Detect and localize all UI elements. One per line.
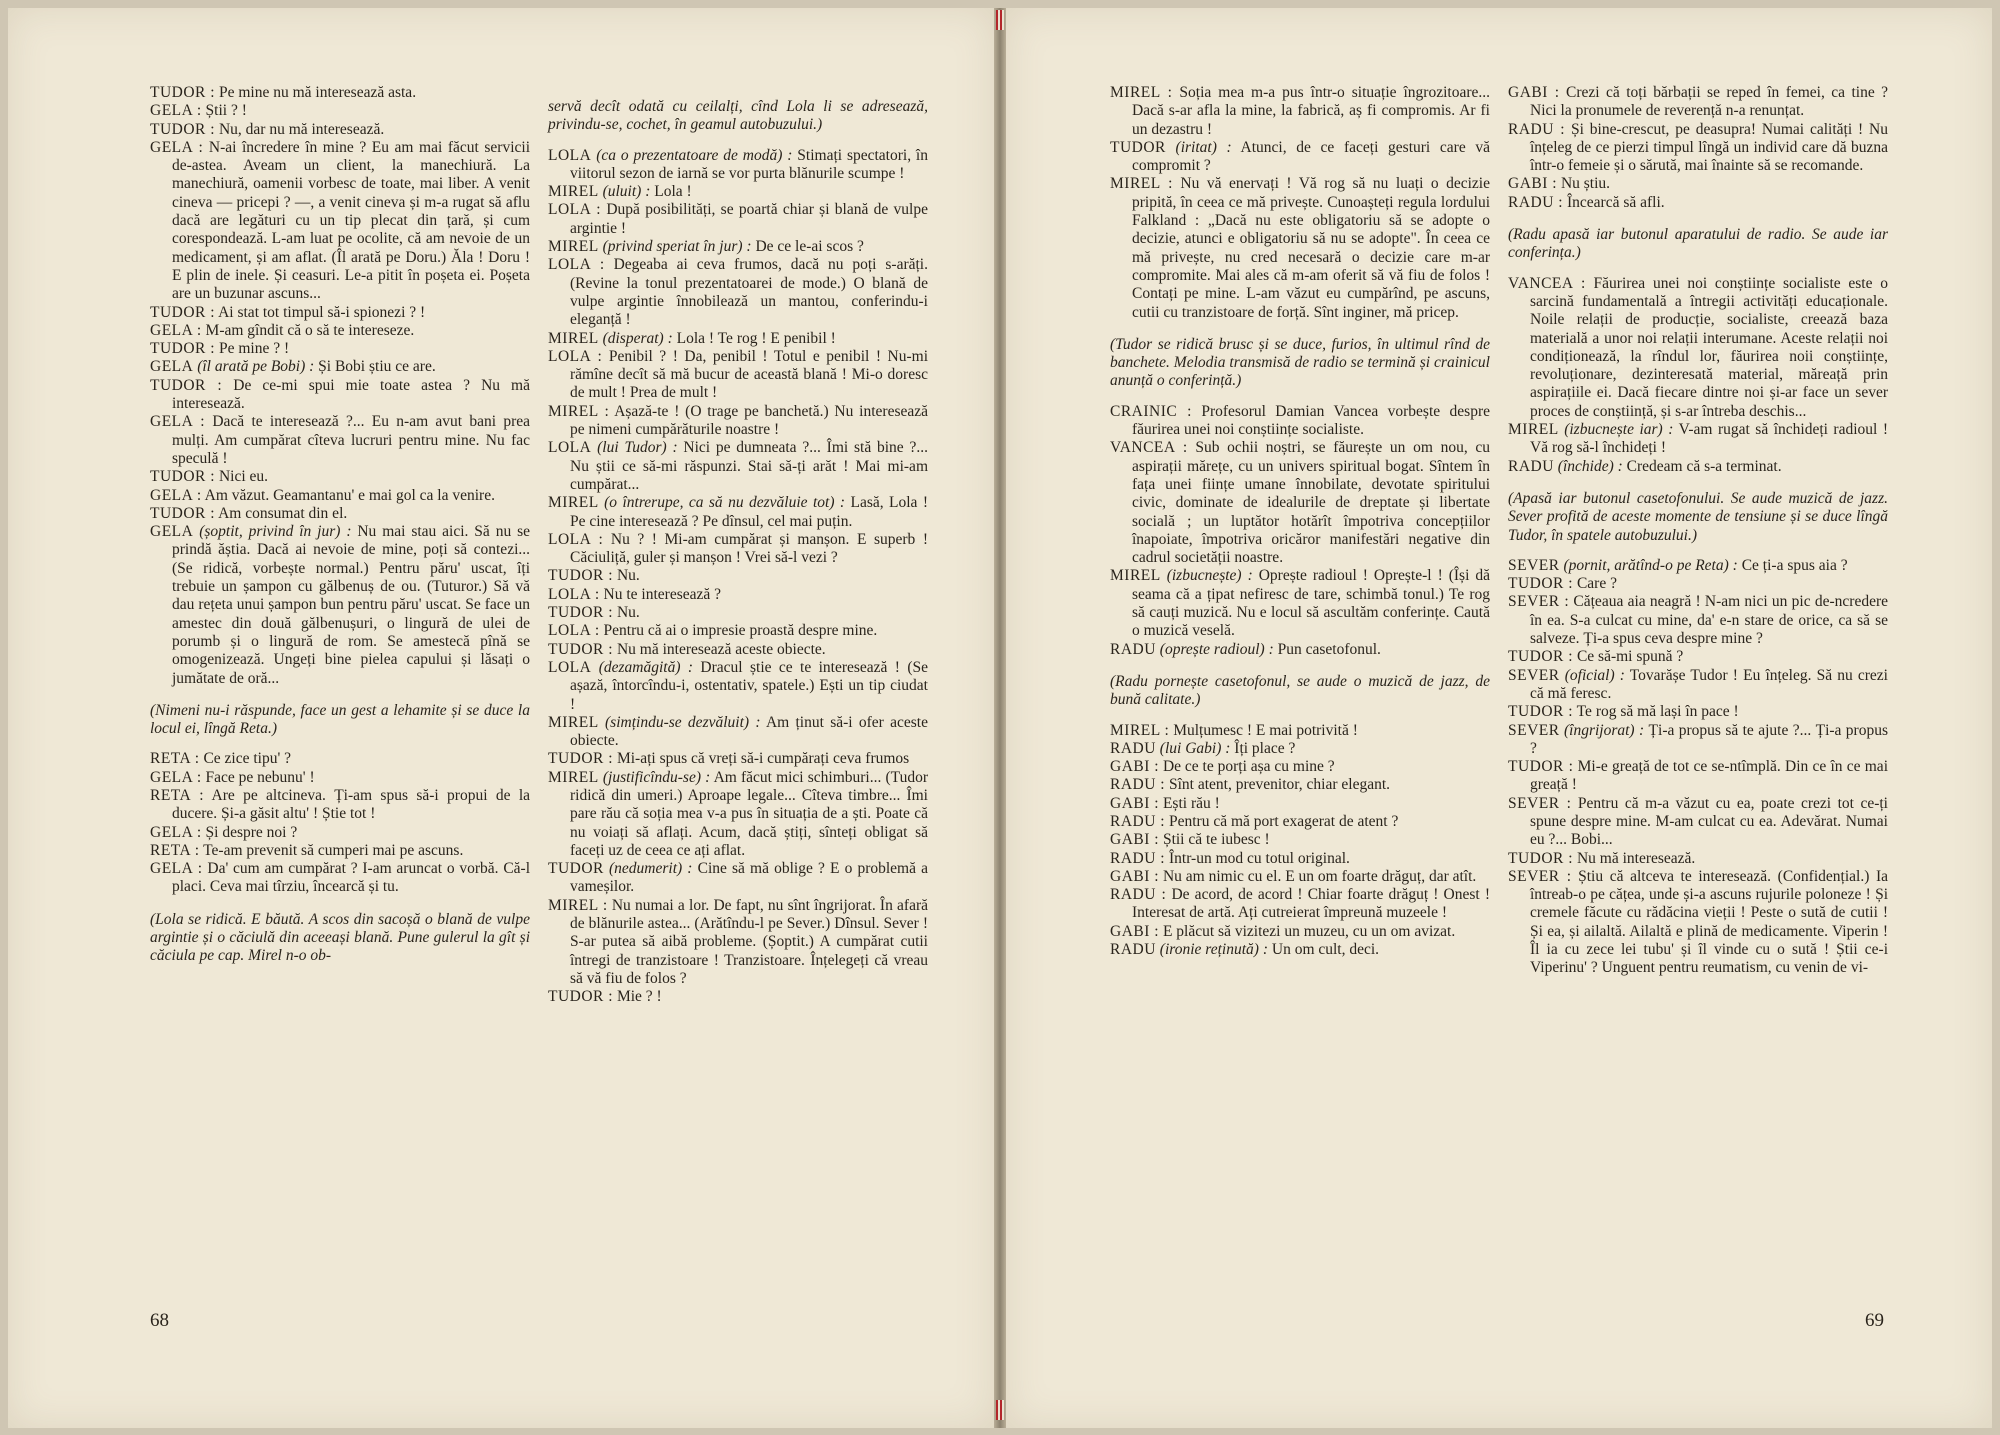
dialogue-line (150, 769, 530, 787)
speaker-name: GELA : (150, 823, 202, 841)
dialogue-line (1508, 593, 1888, 648)
dialogue-text: Și bine-crescut, pe deasupra! Numai calități ! Nu înțeleg de ce pierzi timpul lîngă un individ care dă buzna într-o femeie și o sărută, mai înainte să se recomande. (1530, 120, 1888, 175)
dialogue-line (548, 769, 928, 860)
dialogue-text: Pe mine ? ! (215, 340, 290, 358)
dialogue-text: Te rog să mă lași în pace ! (1573, 703, 1739, 721)
speaker-name: MIREL (548, 494, 599, 512)
stage-direction: (Nimeni nu-i răspunde, face un gest a lehamite și se duce la locul ei, lîngă Reta.) (150, 701, 530, 738)
dialogue-line (1508, 667, 1888, 704)
dialogue-line (150, 121, 530, 139)
dialogue-line (1508, 194, 1888, 212)
speaker-name: LOLA (548, 658, 592, 676)
book-gutter (994, 8, 1006, 1428)
stage-direction: (Radu apasă iar butonul aparatului de radio. Se aude iar conferința.) (1508, 226, 1888, 262)
dialogue-line (150, 304, 530, 322)
page-number-right: 69 (1865, 1310, 1884, 1331)
dialogue-text: De ce-mi spui mie toate astea ? Nu mă interesează. (172, 376, 530, 413)
speaker-direction: (ca o prezentatoare de modă) : (591, 146, 793, 164)
speaker-name: GABI : (1110, 794, 1160, 812)
dialogue-text: Nu numai a lor. De fapt, nu sînt îngrijorat. În afară de blănurile astea... (Arătîndu-l pe Sever.) Dînsul. Sever ! S-ar putea să aibă probleme. (Șoptit.) A cumpărat cutii întregi de tranzistoare ! Tranzistoare. Înțelegeți că vreau să vă fiu de folos ? (570, 896, 929, 987)
dialogue-text: Nu ? ! Mi-am cumpărat și manșon. E superb ! Căciuliță, guler și manșon ! Vrei să-l vezi ? (570, 530, 929, 567)
dialogue-text: Am văzut. Geamantanu' e mai gol ca la venire. (201, 486, 495, 504)
dialogue-line (1110, 795, 1490, 813)
speaker-direction: (îngrijorat) : (1559, 721, 1645, 739)
speaker-direction: (închide) : (1553, 457, 1623, 475)
speaker-name: LOLA : (548, 256, 605, 274)
dialogue-line (548, 659, 928, 714)
dialogue-text: Sub ochii noștri, se făurește un om nou, cu aspirații mărețe, cu un univers spiritual bogat. Sîntem în fața unei ființe umane înnobilate, devotate spiritului civic, dominate de idealurile de dreptate și libertate socială ; un luptător hotărît împotriva concepțiilor înapoiate, împotriva oricăror manifestări negative din cadrul societății noastre. (1132, 439, 1490, 567)
speaker-name: LOLA (548, 439, 592, 457)
speaker-name: GELA : (150, 486, 202, 504)
dialogue-line (1110, 831, 1490, 849)
dialogue-text: Mie ? ! (613, 988, 662, 1006)
speaker-name: LOLA : (548, 201, 602, 219)
speaker-name: LOLA (548, 146, 592, 164)
dialogue-line (1110, 758, 1490, 776)
dialogue-line (150, 322, 530, 340)
dialogue-line (548, 147, 928, 184)
speaker-name: TUDOR : (150, 340, 216, 358)
speaker-name: GABI : (1110, 922, 1160, 940)
dialogue-line (548, 860, 928, 897)
right-page-column-1 (1110, 84, 1490, 959)
speaker-name: RADU (1508, 457, 1554, 475)
dialogue-line (548, 439, 928, 494)
binding-thread-bottom (996, 1400, 1004, 1420)
stage-direction: (Lola se ridică. E băută. A scos din sacoșă o blană de vulpe argintie și o căciulă din aceeași blană. Pune gulerul la gît și căciula pe cap. Mirel n-o ob- (150, 910, 530, 965)
dialogue-line (1508, 703, 1888, 721)
dialogue-text: Nu. (613, 604, 640, 622)
dialogue-text: Făurirea unei noi conștiințe socialiste este o sarcină fundamentală a întregii activități educaționale. Noile relații de producție, socialiste, creează baza materială a unor noi relații interumane. Aceste relații noi condiționează, la rîndul lor, făurirea noii conștiințe, revoluționare, dezinteresată material, măreață prin aspirațiile ei. Dacă fiecare dintre noi și-ar face un sever proces de conștiință, și s-ar întreba deschis... (1530, 274, 1888, 420)
dialogue-text: Oprește radioul ! Oprește-l ! (Își dă seama că a țipat nefiresc de tare, schimbă tonul.) Te rog să cauți muzică. Nu e locul să ascultăm conferințe. Caută o muzică veselă. (1132, 567, 1490, 640)
dialogue-line (1508, 850, 1888, 868)
dialogue-line (150, 84, 530, 102)
speaker-name: LOLA : (548, 530, 604, 548)
dialogue-line (150, 487, 530, 505)
speaker-name: MIREL (1508, 421, 1559, 439)
speaker-name: GELA : (150, 860, 203, 878)
speaker-name: TUDOR : (548, 640, 614, 658)
dialogue-text: Face pe nebunu' ! (201, 768, 315, 786)
speaker-name: RADU (1110, 739, 1156, 757)
speaker-direction: (lui Tudor) : (591, 439, 678, 457)
dialogue-line (1110, 722, 1490, 740)
dialogue-line (548, 988, 928, 1006)
speaker-name: TUDOR : (548, 750, 614, 768)
dialogue-text: De ce te porți așa cu mine ? (1159, 758, 1335, 776)
dialogue-line (548, 567, 928, 585)
dialogue-text: Ai stat tot timpul să-i spionezi ? ! (215, 303, 426, 321)
speaker-name: RADU : (1110, 812, 1166, 830)
speaker-name: TUDOR : (548, 988, 614, 1006)
speaker-direction: (disperat) : (598, 329, 673, 347)
dialogue-line (1110, 886, 1490, 923)
dialogue-line (548, 256, 928, 329)
speaker-name: TUDOR : (1508, 575, 1574, 593)
dialogue-line (1110, 175, 1490, 321)
dialogue-text: Pentru că ai o impresie proastă despre mine. (599, 622, 878, 640)
stage-direction: (Radu pornește casetofonul, se aude o muzică de jazz, de bună calitate.) (1110, 672, 1490, 709)
speaker-name: MIREL : (548, 402, 610, 420)
dialogue-text: Pentru că mă port exagerat de atent ? (1165, 812, 1399, 830)
dialogue-text: Nu. (613, 567, 640, 585)
speaker-name: SEVER : (1508, 593, 1570, 611)
speaker-name: RETA : (150, 786, 205, 804)
dialogue-text: Profesorul Damian Vancea vorbește despre făurirea unei noi conștiințe socialiste. (1132, 402, 1490, 439)
dialogue-text: Ce zice tipu' ? (199, 750, 292, 768)
dialogue-text: Tovarășe Tudor ! Eu înțeleg. Să nu crezi că mă feresc. (1530, 666, 1888, 702)
dialogue-line (1110, 641, 1490, 659)
dialogue-text: Dracul știe ce te interesează ! (Se așază, întorcîndu-i, ostentativ, spatele.) Ești un tip ciudat ! (570, 658, 928, 713)
speaker-name: GABI : (1110, 831, 1160, 849)
dialogue-line (1508, 458, 1888, 476)
speaker-name: TUDOR : (150, 504, 216, 522)
dialogue-text: Credeam că s-a terminat. (1622, 457, 1782, 475)
dialogue-text: Te-am prevenit să cumperi mai pe ascuns. (199, 841, 464, 859)
dialogue-text: Penibil ? ! Da, penibil ! Totul e penibil ! Nu-mi rămîne decît să mă bucur de această blană ! Mi-o doresc de mult ! Prea de mult ! (570, 347, 928, 402)
dialogue-line (150, 750, 530, 768)
dialogue-line (1508, 421, 1888, 458)
speaker-name: SEVER (1508, 666, 1560, 684)
speaker-name: RADU (1110, 941, 1156, 959)
speaker-name: TUDOR : (150, 468, 216, 486)
right-page-column-2 (1508, 84, 1888, 978)
dialogue-text: De acord, de acord ! Chiar foarte drăguț ! Onest ! Interesat de artă. Ați cutreierat împreună muzeele ! (1132, 886, 1490, 922)
dialogue-text: Da' cum am cumpărat ? I-am aruncat o vorbă. Că-l placi. Ceva mai tîrziu, încearcă și tu. (172, 860, 531, 896)
dialogue-line (1110, 850, 1490, 868)
dialogue-line (1508, 84, 1888, 121)
dialogue-text: Are pe altcineva. Ți-am spus să-i propui de la ducere. Și-a găsit altu' ! Știe tot ! (172, 786, 531, 823)
speaker-name: TUDOR : (150, 303, 216, 321)
speaker-name: MIREL (548, 238, 599, 256)
speaker-direction: (dezamăgită) : (591, 658, 694, 676)
dialogue-text: Ce ți-a spus aia ? (1737, 556, 1848, 574)
dialogue-text: Lola ! (650, 183, 692, 201)
speaker-name: RADU : (1110, 886, 1167, 904)
speaker-name: TUDOR : (1508, 703, 1574, 721)
dialogue-text: Și despre noi ? (201, 823, 298, 841)
dialogue-line (1508, 575, 1888, 593)
dialogue-line (548, 531, 928, 568)
dialogue-line (548, 183, 928, 201)
dialogue-text: Care ? (1573, 575, 1617, 593)
dialogue-text: Mi-e greață de tot ce se-ntîmplă. Din ce în ce mai greață ! (1530, 758, 1888, 794)
speaker-direction: (iritat) : (1165, 138, 1232, 156)
dialogue-text: Pun casetofonul. (1273, 640, 1381, 658)
speaker-name: MIREL : (1110, 721, 1170, 739)
dialogue-line (1508, 722, 1888, 759)
speaker-direction: (lui Gabi) : (1155, 739, 1231, 757)
dialogue-text: Am ținut să-i ofer aceste obiecte. (570, 713, 928, 750)
speaker-name: VANCEA : (1110, 439, 1188, 457)
speaker-direction: (ironie reținută) : (1155, 941, 1268, 959)
dialogue-text: Nu vă enervați ! Vă rog să nu luați o decizie pripită, în ceea ce mă privește. Cunoașteți regula lordului Falkland : „Dacă nu este obligatoriu să se adopte o decizie, atunci e obligatoriu să nu se adopte". În ceea ce mă privește, nu cred necesară o decizie care m-ar compromite. Mai ales că m-am oferit să vă fiu de folos ! Contați pe mine. L-am văzut eu cumpărînd, pe ascuns, cutii cu tranzistoare de forță. Sînt inginer, mă pricep. (1132, 175, 1490, 321)
speaker-name: TUDOR : (1508, 648, 1574, 666)
dialogue-line (548, 494, 928, 531)
speaker-name: RADU : (1110, 776, 1166, 794)
dialogue-line (1508, 121, 1888, 176)
dialogue-line (150, 842, 530, 860)
page-number-left: 68 (150, 1310, 169, 1331)
dialogue-text: Nu mai stau aici. Să nu se prindă ăștia. Dacă ai nevoie de mine, poți să contezi... (Se ridică, vorbește normal.) Pentru păru' uscat, îți trebuie un șampon cu gălbenuș de ou. (Tuturor.) Să vă dau rețeta unui șampon bun pentru păru' uscat. Se face un amestec din două gălbenușuri, o lingură de ulei de porumb și o lingură de rom. Se amestecă pînă se omogenizează. Ungeți bine pielea capului și lăsați o jumătate de oră... (172, 523, 530, 687)
speaker-direction: (oprește radioul) : (1155, 640, 1274, 658)
dialogue-line (548, 897, 928, 988)
dialogue-text: Mi-ați spus că vreți să-i cumpărați ceva frumos (613, 750, 910, 768)
dialogue-line (1110, 941, 1490, 959)
speaker-name: TUDOR (1110, 138, 1166, 156)
dialogue-text: E plăcut să vizitezi un muzeu, cu un om avizat. (1159, 922, 1456, 940)
dialogue-line (150, 468, 530, 486)
dialogue-text: Îți place ? (1230, 739, 1296, 757)
dialogue-text: Nu te interesează ? (599, 585, 721, 603)
dialogue-text: Cine să mă oblige ? E o problemă a vameșilor. (570, 860, 928, 896)
speaker-direction: (izbucnește iar) : (1558, 421, 1674, 439)
dialogue-text: Nu mă interesează. (1573, 849, 1696, 867)
dialogue-line (150, 102, 530, 120)
dialogue-text: De ce le-ai scos ? (751, 238, 864, 256)
dialogue-line (150, 787, 530, 824)
dialogue-line (548, 641, 928, 659)
dialogue-line (1110, 403, 1490, 440)
speaker-name: TUDOR : (150, 120, 216, 138)
dialogue-line (548, 330, 928, 348)
speaker-name: GELA : (150, 138, 204, 156)
left-page-column-1 (150, 84, 530, 978)
speaker-name: GABI : (1110, 867, 1160, 885)
dialogue-line (1110, 923, 1490, 941)
dialogue-line (1508, 557, 1888, 575)
speaker-name: RADU (1110, 640, 1156, 658)
dialogue-line (548, 586, 928, 604)
dialogue-line (1110, 439, 1490, 567)
speaker-name: TUDOR : (1508, 758, 1574, 776)
speaker-name: SEVER (1508, 556, 1560, 574)
speaker-name: MIREL : (1110, 84, 1173, 101)
speaker-name: TUDOR : (150, 84, 216, 101)
speaker-name: SEVER : (1508, 794, 1572, 812)
dialogue-text: Mulțumesc ! E mai potrivită ! (1169, 721, 1358, 739)
dialogue-line (1110, 868, 1490, 886)
dialogue-line (1110, 84, 1490, 139)
dialogue-text: Știu că altceva te interesează. (Confidențial.) Ia întreab-o pe cățea, unde și-a ascuns rujurile poloneze ! Și cremele făcute cu rădăcina vieții ! Peste o sută de cutii ! Și ea, și ailaltă. Ailaltă e plină de medicamente. Viperin ! Îl ia cu zece lei tubu' și îl vinde cu o sută ! Știi ce-i Viperinu' ? Unguent pentru reumatism, cu venin de vi- (1530, 867, 1888, 977)
stage-direction: (Tudor se ridică brusc și se duce, furios, în ultimul rînd de banchete. Melodia transmisă de radio se termină și crainicul anunță o conferință.) (1110, 335, 1490, 390)
dialogue-line (548, 604, 928, 622)
dialogue-text: M-am gîndit că o să te intereseze. (201, 321, 415, 339)
dialogue-text: Am făcut mici schimburi... (Tudor ridică din umeri.) Aproape legale... Cîteva timbre... Îmi pare rău că soția mea v-a pus în situația de a ști. Poate că nu voiați să aflați. Acum, dacă știți, sînteți obligat să faceți uz de ceea ce ați aflat. (570, 768, 928, 859)
speaker-name: TUDOR : (150, 376, 223, 394)
speaker-name: GELA (150, 358, 194, 376)
dialogue-text: Încearcă să afli. (1563, 193, 1665, 211)
speaker-name: MIREL : (548, 896, 608, 914)
speaker-name: LOLA : (548, 347, 603, 365)
speaker-name: TUDOR : (548, 604, 614, 622)
speaker-name: VANCEA : (1508, 274, 1586, 292)
speaker-name: GELA : (150, 321, 202, 339)
dialogue-line (150, 340, 530, 358)
speaker-name: SEVER (1508, 721, 1560, 739)
speaker-name: TUDOR : (1508, 849, 1574, 867)
dialogue-text: Atunci, de ce faceți gesturi care vă compromit ? (1132, 138, 1490, 175)
speaker-name: MIREL (548, 329, 599, 347)
dialogue-text: Lola ! Te rog ! E penibil ! (672, 329, 836, 347)
binding-thread-top (996, 10, 1004, 30)
dialogue-line (150, 860, 530, 897)
speaker-direction: (oficial) : (1559, 666, 1625, 684)
dialogue-text: Nu mă interesează aceste obiecte. (613, 640, 826, 658)
dialogue-line (1110, 740, 1490, 758)
dialogue-text: Știi ? ! (201, 102, 247, 120)
speaker-name: GABI : (1508, 175, 1558, 193)
dialogue-line (150, 523, 530, 688)
dialogue-text: Nu am nimic cu el. E un om foarte drăguț, dar atît. (1159, 867, 1477, 885)
dialogue-text: Nu, dar nu mă interesează. (215, 120, 385, 138)
speaker-name: TUDOR (548, 860, 604, 878)
speaker-name: MIREL (1110, 567, 1161, 585)
dialogue-text: Ți-a propus să te ajute ?... Ți-a propus ? (1530, 721, 1888, 757)
dialogue-text: V-am rugat să închideți radioul ! Vă rog să-l închideți ! (1530, 421, 1888, 457)
speaker-name: MIREL (548, 768, 599, 786)
speaker-name: RADU : (1508, 120, 1566, 138)
dialogue-text: Soția mea m-a pus într-o situație îngrozitoare... Dacă s-ar afla la mine, la fabrică, aș fi compromis. Ar fi un dezastru ! (1132, 84, 1490, 138)
speaker-direction: (izbucnește) : (1160, 567, 1253, 585)
speaker-direction: (îl arată pe Bobi) : (193, 358, 315, 376)
dialogue-line (1110, 567, 1490, 640)
left-page-column-2 (548, 84, 928, 1007)
dialogue-line (1508, 868, 1888, 978)
stage-direction: (Apasă iar butonul casetofonului. Se aude muzică de jazz. Sever profită de aceste momente de tensiune și se duce lîngă Tudor, în spatele autobuzului.) (1508, 489, 1888, 544)
speaker-name: GABI : (1110, 758, 1160, 776)
dialogue-line (150, 413, 530, 468)
speaker-name: SEVER : (1508, 867, 1572, 885)
dialogue-line (548, 622, 928, 640)
dialogue-text: Și Bobi știu ce are. (314, 358, 436, 376)
speaker-name: MIREL (548, 183, 599, 201)
dialogue-text: După posibilități, se poartă chiar și blană de vulpe argintie ! (570, 201, 928, 237)
dialogue-line (1508, 648, 1888, 666)
speaker-name: LOLA : (548, 622, 600, 640)
speaker-name: GELA (150, 523, 194, 541)
dialogue-text: Ești rău ! (1159, 794, 1220, 812)
dialogue-text: Degeaba ai ceva frumos, dacă nu poți s-arăți. (Revine la tonul prezentatoarei de mode.) O blană de vulpe argintie înnobilează un mantou, conferindu-i eleganță ! (570, 256, 928, 329)
speaker-name: RETA : (150, 750, 200, 768)
speaker-name: TUDOR : (548, 567, 614, 585)
dialogue-line (150, 377, 530, 414)
dialogue-text: Dacă te interesează ?... Eu n-am avut bani prea mulți. Am cumpărat cîteva lucruri pentru mine. Nu fac speculă ! (172, 413, 531, 467)
dialogue-line (1110, 139, 1490, 176)
dialogue-line (1508, 175, 1888, 193)
speaker-name: LOLA : (548, 585, 600, 603)
dialogue-line (548, 238, 928, 256)
dialogue-line (1508, 275, 1888, 421)
dialogue-text: Lasă, Lola ! Pe cine interesează ? Pe dînsul, cel mai puțin. (570, 494, 929, 530)
speaker-direction: (șoptit, privind în jur) : (193, 523, 352, 541)
dialogue-text: Pentru că m-a văzut cu ea, poate crezi tot ce-ți spune despre mine. M-am culcat cu ea. Adevărat. Numai eu ?... Bobi... (1530, 794, 1888, 849)
speaker-direction: (pornit, arătînd-o pe Reta) : (1559, 556, 1738, 574)
dialogue-text: Nu știu. (1557, 175, 1611, 193)
dialogue-line (548, 348, 928, 403)
speaker-name: MIREL (548, 713, 599, 731)
dialogue-line (1110, 776, 1490, 794)
speaker-name: MIREL : (1110, 175, 1173, 193)
dialogue-line (1508, 758, 1888, 795)
dialogue-text: N-ai încredere în mine ? Eu am mai făcut servicii de-astea. Aveam un client, la manechiură. La manechiură, oamenii vorbesc de toate, mai liber. A venit cineva — pricepi ? —, a venit cineva și m-a rugat să aflu dacă are legături cu un tip plecat din țară, și cum corespondează. L-am luat pe ocolite, că am nevoie de un medicament, și am aflat. (Îl arată pe Doru.) Ăla ! Doru ! E plin de inele. Și ceasuri. Le-a pitit în poșeta ei. Poșeta are un buzunar ascuns... (172, 138, 530, 303)
dialogue-text: Sînt atent, prevenitor, chiar elegant. (1165, 776, 1391, 794)
speaker-name: RADU : (1508, 193, 1564, 211)
dialogue-line (1508, 795, 1888, 850)
dialogue-text: Așază-te ! (O trage pe banchetă.) Nu interesează pe nimeni cumpărăturile noastre ! (570, 402, 928, 439)
dialogue-text: Nici pe dumneata ?... Îmi stă bine ?... Nu știi ce să-mi răspunzi. Stai să-ți arăt ! Mai mi-am cumpărat... (570, 439, 928, 493)
stage-direction: servă decît odată cu ceilalți, cînd Lola li se adresează, privindu-se, cochet, în geamul autobuzului.) (548, 98, 928, 134)
dialogue-text: Stimați spectatori, în viitorul sezon de iarnă se vor purta blănurile scumpe ! (570, 146, 928, 182)
dialogue-line (150, 505, 530, 523)
dialogue-line (1110, 813, 1490, 831)
dialogue-text: Pe mine nu mă interesează asta. (215, 84, 417, 101)
dialogue-text: Într-un mod cu totul original. (1165, 849, 1350, 867)
dialogue-text: Cățeaua aia neagră ! N-am nici un pic de-ncredere în ea. S-a culcat cu mine, da' e-n stare de orice, ca să se salveze. Ți-a spus ceva despre mine ? (1530, 593, 1888, 648)
dialogue-text: Ce să-mi spună ? (1573, 648, 1684, 666)
dialogue-line (548, 403, 928, 440)
dialogue-line (150, 358, 530, 376)
speaker-direction: (o întrerupe, ca să nu dezvăluie tot) : (598, 494, 846, 512)
speaker-direction: (nedumerit) : (603, 860, 693, 878)
speaker-direction: (justificîndu-se) : (598, 768, 711, 786)
dialogue-text: Nici eu. (215, 468, 269, 486)
dialogue-text: Știi că te iubesc ! (1159, 831, 1270, 849)
speaker-name: RADU : (1110, 849, 1166, 867)
dialogue-text: Un om cult, deci. (1268, 941, 1380, 959)
speaker-name: GELA : (150, 413, 206, 431)
speaker-name: CRAINIC : (1110, 402, 1192, 420)
dialogue-line (150, 139, 530, 304)
dialogue-line (548, 201, 928, 238)
dialogue-line (548, 714, 928, 751)
speaker-direction: (privind speriat în jur) : (598, 238, 752, 256)
speaker-direction: (simțindu-se dezvăluit) : (598, 713, 761, 731)
speaker-direction: (uluit) : (598, 183, 651, 201)
dialogue-text: Am consumat din el. (215, 504, 348, 522)
dialogue-line (150, 824, 530, 842)
speaker-name: GELA : (150, 102, 202, 120)
dialogue-text: Crezi că toți bărbații se reped în femei, ca tine ? Nici la pronumele de reverență n-a renunțat. (1530, 84, 1889, 120)
speaker-name: GELA : (150, 768, 202, 786)
speaker-name: GABI : (1508, 84, 1560, 101)
dialogue-line (548, 750, 928, 768)
speaker-name: RETA : (150, 841, 200, 859)
